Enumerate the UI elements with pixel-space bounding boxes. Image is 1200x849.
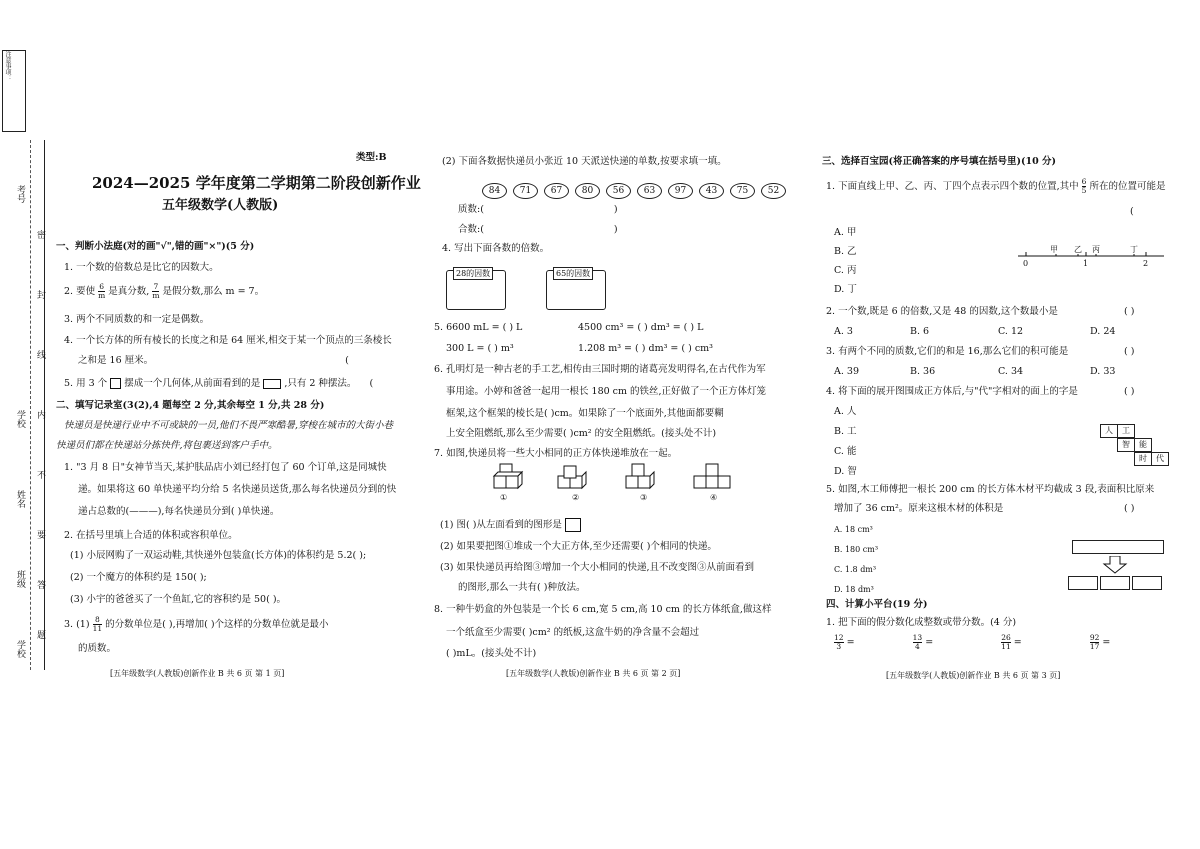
judge-q2: 2. 要使 $\frac{6}{m}$ 是真分数, $\frac{7}{m}$ 是假分数,那么 m = 7。 [64,282,265,300]
cubes-q1: (1) 图( )从左面看到的图形是 [440,518,581,532]
section-2-heading: 二、填写记录室(3(2),4 题每空 2 分,其余每空 1 分,共 28 分) [56,400,325,411]
intro-line-1: 快递员是快递行业中不可或缺的一员,他们不畏严寒酷暑,穿梭在城市的大街小巷 [64,420,394,431]
fill-q1-line3: 递占总数的(———),每名快递员分到( )单快递。 [78,506,280,517]
net-cell: 智 [1117,438,1135,452]
q3-opt-d: D. 33 [1090,366,1116,377]
type-mark: 类型:B [356,152,387,163]
cubes-q3-line1: (3) 如果快递员再给图③增加一个大小相同的快递,且不改变图③从前面看到 [440,562,754,573]
net-cell: 代 [1151,452,1169,466]
fill-q1-line2: 递。如果将这 60 单快递平均分给 5 名快递员送货,那么每名快递员分到的快 [78,484,397,495]
cube-figures [486,462,746,504]
judge-q1: 1. 一个数的倍数总是比它的因数大。 [64,262,219,273]
line-label-jia: 甲 [1050,245,1058,254]
line-tick-2: 2 [1143,259,1149,268]
cube-icon [110,378,121,389]
fill-q2-a: (1) 小辰网购了一双运动鞋,其快递外包装盒(长方体)的体积约是 5.2( ); [70,550,367,561]
notice-box: 注意事项： [2,50,26,132]
improper-fraction: $\frac{26}{11}$ [1001,633,1011,651]
front-view-icon [263,379,281,389]
q1-opt-b: B. 乙 [834,246,857,257]
q3-opt-b: B. 36 [910,366,936,377]
number-circle: 97 [668,183,693,199]
choice-q5-paren: ( ) [1124,503,1135,514]
q4-opt-d: D. 智 [834,466,857,477]
choice-q1-paren: ( [1130,206,1134,217]
seal-char-2: 封 [35,290,45,299]
seal-char-5: 不 [35,470,45,479]
delivery-numbers-question: (2) 下面各数据快递员小张近 10 天派送快递的单数,按要求填一填。 [442,156,727,167]
choice-q4: 4. 将下面的展开图围成正方体后,与"代"字相对的面上的字是 [826,386,1078,397]
q5-opt-b: B. 180 cm³ [834,545,879,554]
number-circle: 75 [730,183,755,199]
q4-opt-c: C. 能 [834,446,857,457]
factor-box-65: 65的因数 [546,270,606,310]
fill-q1-line1: 1. "3 月 8 日"女神节当天,某护肤品店小刘已经打包了 60 个订单,这是同城快 [64,462,387,473]
fraction-6-5: $\frac{6}{5}$ [1081,177,1087,195]
page-1-footer: [五年级数学(人教版)创新作业 B 共 6 页 第 1 页] [110,669,285,678]
page-2-footer: [五年级数学(人教版)创新作业 B 共 6 页 第 2 页] [506,669,681,678]
choice-q4-paren: ( ) [1124,386,1135,397]
number-circle: 56 [606,183,631,199]
field-exam-no: 考号 [15,185,25,203]
cube-figure-3 [626,464,654,488]
judge-q4-line1: 4. 一个长方体的所有棱长的长度之和是 64 厘米,相交于某一个顶点的三条棱长 [64,335,392,346]
q3-opt-a: A. 39 [834,366,859,377]
prime-line: 质数:( ) [458,204,618,215]
cube-figure-2 [558,466,586,488]
fig-label-2: ② [572,493,580,502]
choice-q5-line1: 5. 如图,木工师傅把一根长 200 cm 的长方体木材平均截成 3 段,表面积比原来 [826,484,1155,495]
net-cell: 时 [1134,452,1152,466]
page-3-footer: [五年级数学(人教版)创新作业 B 共 6 页 第 3 页] [886,671,1061,680]
judge-q3: 3. 两个不同质数的和一定是偶数。 [64,314,210,325]
line-tick-0: 0 [1023,259,1029,268]
choice-q5-line2: 增加了 36 cm²。原来这根木材的体积是 [834,503,1004,514]
fill-q2-b: (2) 一个魔方的体积约是 150( ); [70,572,207,583]
section-4-heading: 四、计算小平台(19 分) [826,599,928,610]
improper-fraction: $\frac{13}{4}$ [912,633,923,651]
number-circle: 84 [482,183,507,199]
q4-opt-a: A. 人 [834,406,857,417]
number-circle: 63 [637,183,662,199]
fraction-6-m: $\frac{6}{m}$ [98,282,106,300]
cube-figure-1 [494,464,522,488]
number-circles [482,178,792,199]
fraction-8-11: $\frac{8}{11}$ [92,615,103,633]
section-3-heading: 三、选择百宝园(将正确答案的序号填在括号里)(10 分) [822,156,1057,167]
choice-q3-paren: ( ) [1124,346,1135,357]
seal-char-6: 要 [35,530,45,539]
section-1-heading: 一、判断小法庭(对的画"√",错的画"×")(5 分) [56,241,255,252]
net-cell: 人 [1100,424,1118,438]
line-label-ding: 丁 [1130,245,1138,254]
exam-title: 2024—2025 学年度第二学期第二阶段创新作业 [92,174,421,192]
cubes-q2: (2) 如果要把图①堆成一个大正方体,至少还需要( )个相同的快递。 [440,541,717,552]
field-name: 姓名 [15,490,25,508]
lantern-q-line1: 6. 孔明灯是一种古老的手工艺,相传由三国时期的诸葛亮发明得名,在古代作为军 [434,364,766,375]
seal-char-8: 题 [35,630,45,639]
judge-q4-line2: 之和是 16 厘米。 ( [78,355,349,366]
net-cell: 能 [1134,438,1152,452]
number-circle: 52 [761,183,786,199]
field-school: 学校 [15,410,25,428]
q2-opt-b: B. 6 [910,326,930,337]
lantern-q-line4: 上安全阻燃纸,那么至少需要( )cm² 的安全阻燃纸。(接头处不计) [446,428,717,439]
exam-subtitle: 五年级数学(人教版) [162,198,279,213]
fraction-7-m: $\frac{7}{m}$ [152,282,160,300]
line-label-yi: 乙 [1074,245,1082,254]
seal-char-1: 密 [35,230,45,239]
q5-opt-d: D. 18 dm³ [834,585,874,594]
seal-char-3: 线 [35,350,45,359]
q2-opt-a: A. 3 [834,326,853,337]
judge-q5: 5. 用 3 个 摆成一个几何体,从前面看到的是 ,只有 2 种摆法。 ( [64,378,374,389]
number-circle: 80 [575,183,600,199]
q1-opt-a: A. 甲 [834,227,857,238]
line-label-bing: 丙 [1092,245,1100,254]
multiples-question: 4. 写出下面各数的倍数。 [442,243,550,254]
net-cell: 工 [1117,424,1135,438]
composite-line: 合数:( ) [458,224,618,235]
q2-opt-d: D. 24 [1090,326,1116,337]
choice-q3: 3. 有两个不同的质数,它们的和是 16,那么它们的积可能是 [826,346,1069,357]
cube-figure-4 [694,464,730,488]
line-tick-1: 1 [1083,259,1089,268]
milk-q-line1: 8. 一种牛奶盒的外包装是一个长 6 cm,宽 5 cm,高 10 cm 的长方体纸盒,做这样 [434,604,772,615]
cubes-q3-line2: 的图形,那么一共有( )种放法。 [458,582,586,593]
unit-q5d: 1.208 m³ = ( ) dm³ = ( ) cm³ [578,343,713,354]
improper-fraction: $\frac{92}{17}$ [1089,633,1100,651]
cubes-question: 7. 如图,快递员将一些大小相同的正方体快递堆放在一起。 [434,448,678,459]
fig-label-1: ① [500,493,508,502]
binding-margin [0,140,60,670]
q5-opt-c: C. 1.8 dm³ [834,565,877,574]
q5-opt-a: A. 18 cm³ [834,525,873,534]
unit-q5b: 4500 cm³ = ( ) dm³ = ( ) L [578,322,704,333]
fill-q2-c: (3) 小宇的爸爸买了一个鱼缸,它的容积约是 50( )。 [70,594,287,605]
improper-fraction: $\frac{12}{3}$ [834,633,844,651]
choice-q2-paren: ( ) [1124,306,1135,317]
q4-opt-b: B. 工 [834,426,857,437]
milk-q-line2: 一个纸盒至少需要( )cm² 的纸板,这盒牛奶的净含量不会超过 [446,627,700,638]
unit-q5c: 300 L = ( ) m³ [446,343,514,354]
seal-char-4: 内 [35,410,45,419]
milk-q-line3: ( )mL。(接头处不计) [446,648,537,659]
choice-q2: 2. 一个数,既是 6 的倍数,又是 48 的因数,这个数最小是 [826,306,1058,317]
unit-q5a: 5. 6600 mL = ( ) L [434,322,523,333]
q1-opt-c: C. 丙 [834,265,857,276]
fill-q3-line2: 的质数。 [78,643,117,654]
field-school-2: 学校 [15,640,25,658]
number-circle: 71 [513,183,538,199]
seal-char-7: 答 [35,580,45,589]
fig-label-3: ③ [640,493,648,502]
q2-opt-c: C. 12 [998,326,1024,337]
number-circle: 67 [544,183,569,199]
fig-label-4: ④ [710,493,718,502]
fill-q2: 2. 在括号里填上合适的体积或容积单位。 [64,530,238,541]
fraction-row: $\frac{12}{3}$ = $\frac{13}{4}$ = $\frac{26}{11}$ = $\frac{92}{17}$ = [834,633,1111,651]
lantern-q-line2: 事用途。小婷和爸爸一起用一根长 180 cm 的铁丝,正好做了一个正方体灯笼 [446,386,767,397]
field-class: 班级 [15,570,25,588]
intro-line-2: 快递员们都在快递站分拣快件,将包裹送到客户手中。 [56,440,278,451]
factor-box-28: 28的因数 [446,270,506,310]
choice-q1: 1. 下面直线上甲、乙、丙、丁四个点表示四个数的位置,其中 $\frac{6}{5}$ 所在的位置可能是 [826,177,1166,195]
number-circle: 43 [699,183,724,199]
lantern-q-line3: 框架,这个框架的棱长是( )cm。如果除了一个底面外,其他面都要糊 [446,408,724,419]
fill-q3-line1: 3. (1) $\frac{8}{11}$ 的分数单位是( ),再增加( )个这样的分数单位就是最小 [64,615,329,633]
q3-opt-c: C. 34 [998,366,1024,377]
left-view-icon [565,518,581,532]
q1-opt-d: D. 丁 [834,284,857,295]
calc-q1: 1. 把下面的假分数化成整数或带分数。(4 分) [826,617,1017,628]
